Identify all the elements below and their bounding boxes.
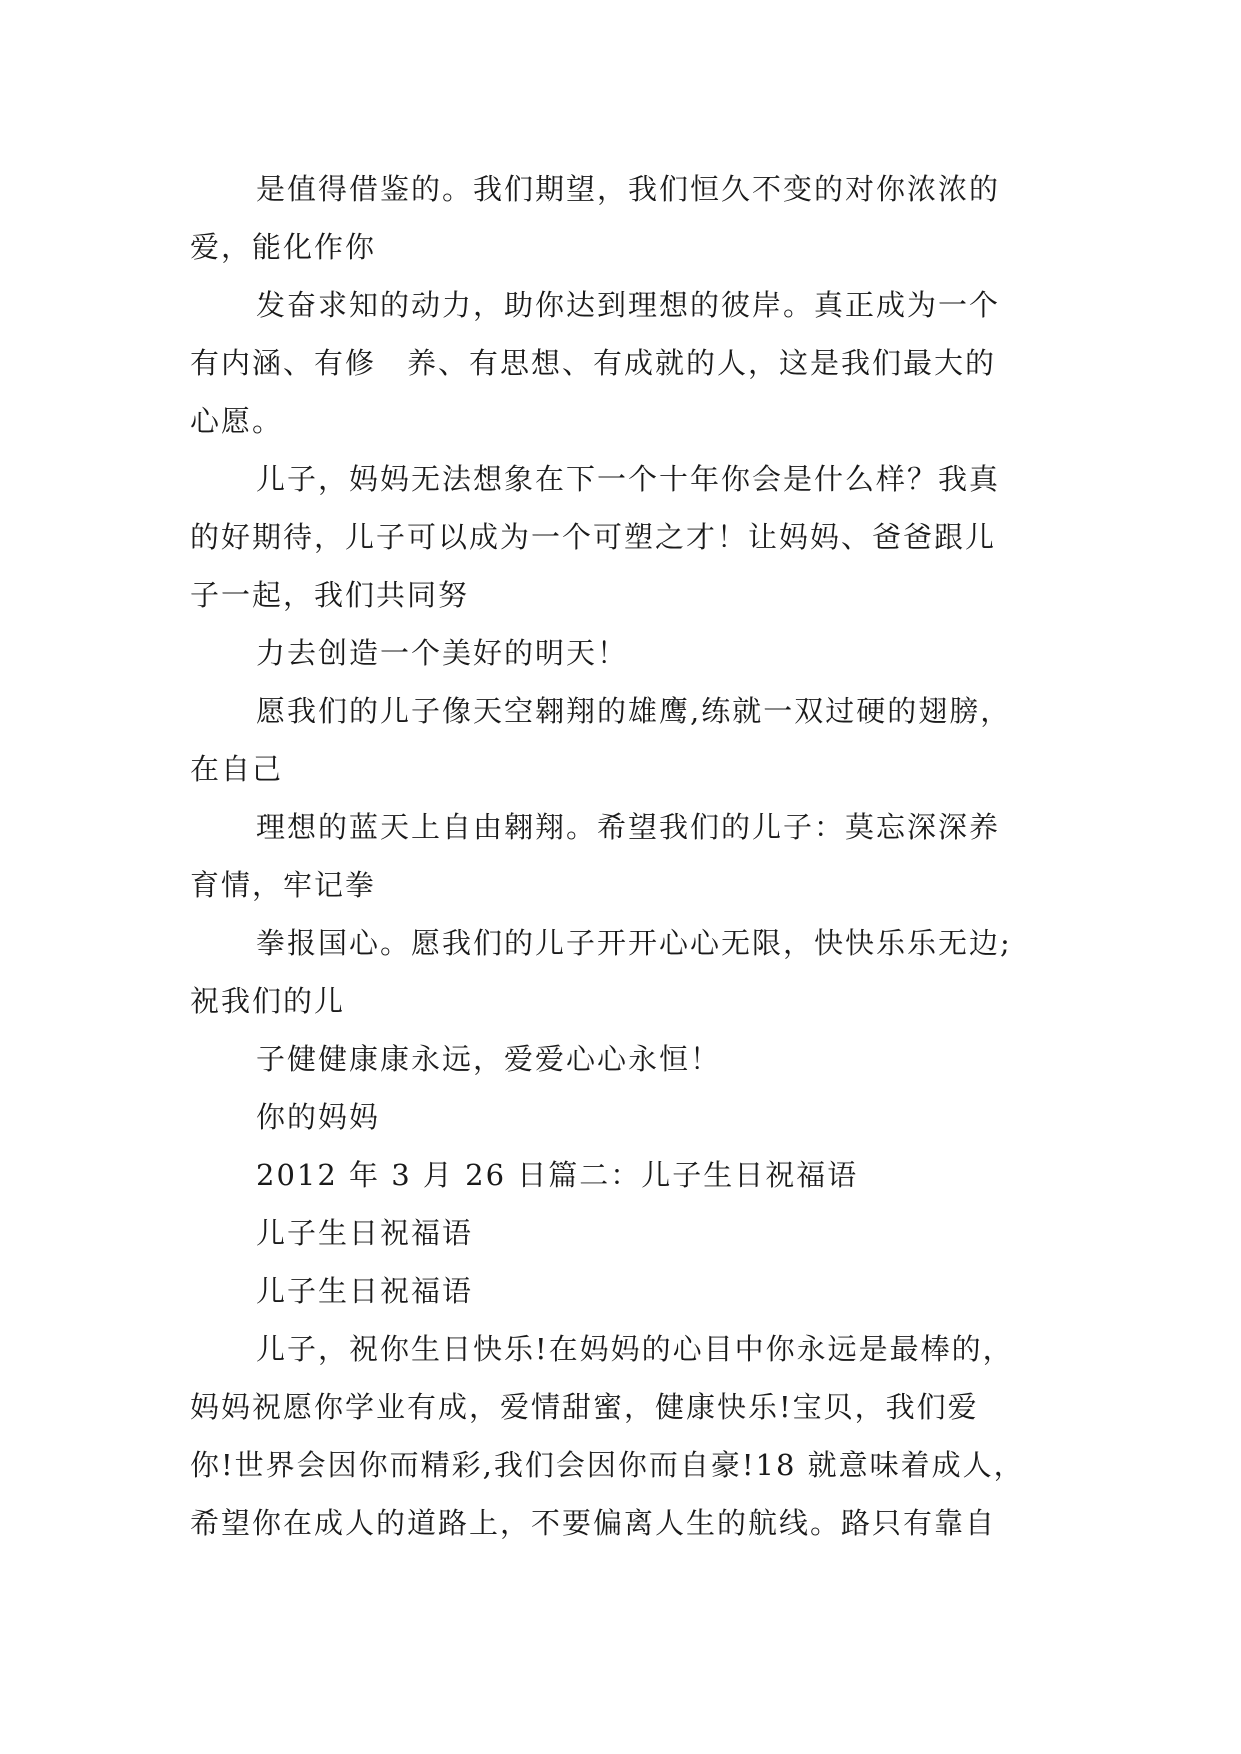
text-line: 2012 年 3 月 26 日篇二：儿子生日祝福语	[256, 1158, 859, 1192]
text-line: 的好期待，儿子可以成为一个可塑之才！让妈妈、爸爸跟儿	[190, 520, 997, 554]
text-line: 儿子生日祝福语	[256, 1216, 474, 1250]
document-body	[190, 160, 1060, 1552]
text-line: 儿子，祝你生日快乐!在妈妈的心目中你永远是最棒的，	[256, 1332, 1014, 1366]
text-line: 子一起，我们共同努	[190, 578, 470, 612]
text-line: 有内涵、有修 养、有思想、有成就的人，这是我们最大的	[190, 346, 997, 380]
text-line: 子健健康康永远，爱爱心心永恒！	[256, 1042, 722, 1076]
text-line: 希望你在成人的道路上，不要偏离人生的航线。路只有靠自	[190, 1506, 997, 1540]
text-line: 发奋求知的动力，助你达到理想的彼岸。真正成为一个	[256, 288, 1001, 322]
text-line: 心愿。	[190, 404, 284, 438]
text-line: 愿我们的儿子像天空翱翔的雄鹰,练就一双过硬的翅膀，	[256, 694, 1012, 728]
text-line: 拳报国心。愿我们的儿子开开心心无限，快快乐乐无边;	[256, 926, 1012, 960]
text-line: 爱，能化作你	[190, 230, 377, 264]
text-line: 妈妈祝愿你学业有成，爱情甜蜜，健康快乐!宝贝，我们爱	[190, 1390, 979, 1424]
text-line: 儿子生日祝福语	[256, 1274, 474, 1308]
text-line: 祝我们的儿	[190, 984, 346, 1018]
text-line: 你的妈妈	[256, 1100, 381, 1134]
text-line: 儿子，妈妈无法想象在下一个十年你会是什么样？我真	[256, 462, 1001, 496]
text-line: 理想的蓝天上自由翱翔。希望我们的儿子：莫忘深深养	[256, 810, 1001, 844]
text-line: 在自己	[190, 752, 284, 786]
text-line: 你!世界会因你而精彩,我们会因你而自豪!18 就意味着成人，	[190, 1448, 1025, 1482]
text-line: 是值得借鉴的。我们期望，我们恒久不变的对你浓浓的	[256, 172, 1001, 206]
text-line: 育情，牢记拳	[190, 868, 377, 902]
text-line: 力去创造一个美好的明天！	[256, 636, 629, 670]
